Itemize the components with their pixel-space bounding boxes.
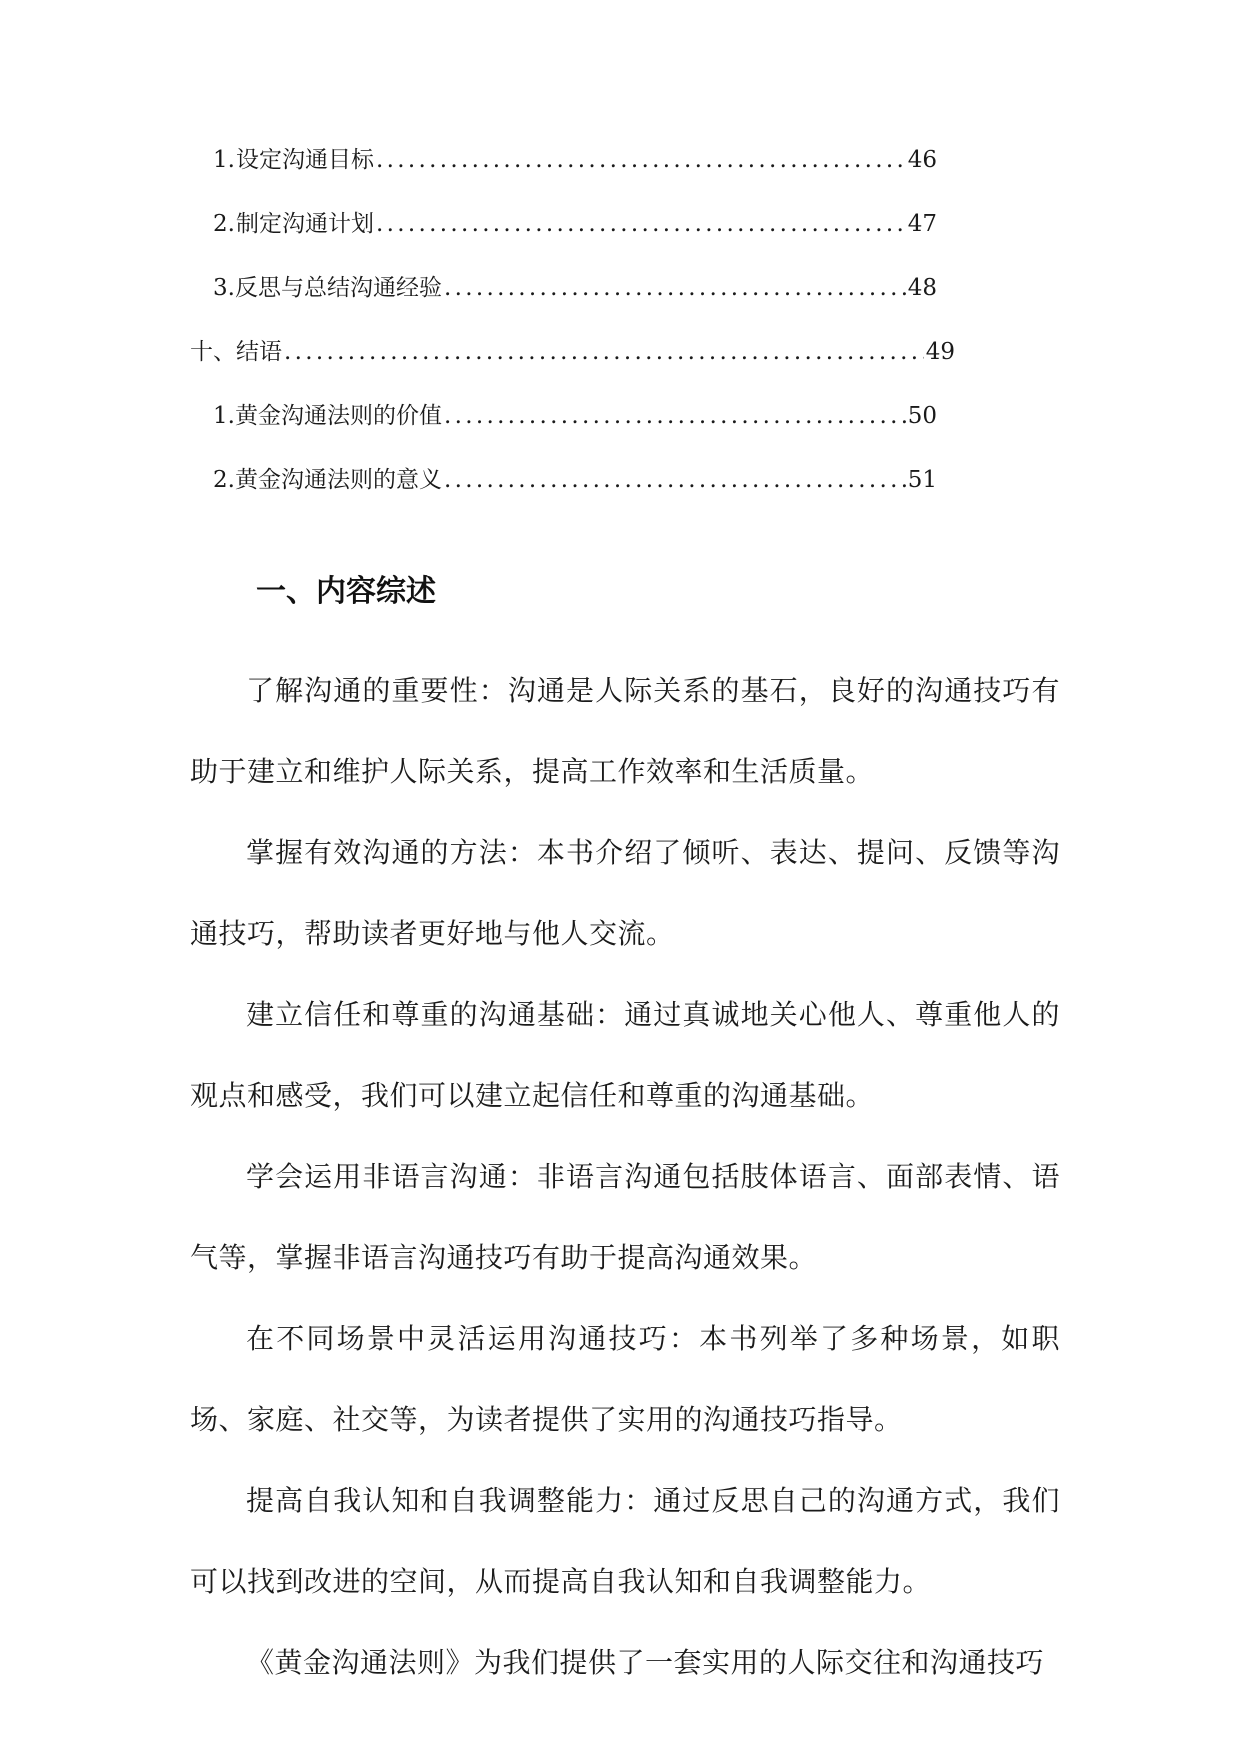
section-heading: 一、内容综述 [256, 574, 436, 609]
toc-entry[interactable] [213, 396, 937, 436]
toc-entry[interactable] [213, 204, 937, 244]
body-paragraph: 学会运用非语言沟通：非语言沟通包括肢体语言、面部表情、语气等，掌握非语言沟通技巧有助于提高沟通效果。 [190, 1160, 1060, 1274]
body-paragraph: 《黄金沟通法则》为我们提供了一套实用的人际交往和沟通技巧 [246, 1646, 1045, 1679]
toc-entry[interactable] [213, 268, 937, 308]
toc-entry-title: 设定沟通目标 [235, 147, 374, 173]
toc-entry-number: 3. [213, 275, 235, 301]
toc-entry-number: 2. [213, 211, 235, 237]
toc-entry-page: 49 [925, 339, 955, 365]
toc-entry-page: 47 [907, 211, 937, 237]
toc-entry-number: 1. [213, 147, 235, 173]
body-content [190, 650, 1060, 1703]
body-paragraph: 在不同场景中灵活运用沟通技巧：本书列举了多种场景，如职场、家庭、社交等，为读者提供了实用的沟通技巧指导。 [190, 1322, 1060, 1436]
toc-entry-chapter[interactable] [190, 332, 955, 372]
toc-dot-leader [284, 332, 924, 372]
toc-entry-title: 黄金沟通法则的意义 [234, 467, 442, 493]
toc-dot-leader [444, 268, 906, 308]
body-paragraph: 掌握有效沟通的方法：本书介绍了倾听、表达、提问、反馈等沟通技巧，帮助读者更好地与他人交流。 [190, 836, 1060, 950]
toc-dot-leader [444, 460, 906, 500]
toc-entry-page: 48 [907, 275, 937, 301]
toc-dot-leader [444, 396, 906, 436]
toc-entry-title: 十、结语 [190, 339, 282, 365]
toc-dot-leader [376, 204, 906, 244]
toc-entry-page: 51 [907, 467, 937, 493]
toc-entry-number: 2. [213, 467, 235, 493]
body-paragraph: 建立信任和尊重的沟通基础：通过真诚地关心他人、尊重他人的观点和感受，我们可以建立起信任和尊重的沟通基础。 [190, 998, 1060, 1112]
body-paragraph: 了解沟通的重要性：沟通是人际关系的基石，良好的沟通技巧有助于建立和维护人际关系，提高工作效率和生活质量。 [190, 674, 1060, 788]
toc-entry-title: 反思与总结沟通经验 [234, 275, 442, 301]
toc-entry-number: 1. [213, 403, 235, 429]
toc-entry[interactable] [213, 460, 937, 500]
toc-entry-page: 46 [907, 147, 937, 173]
toc-entry-page: 50 [907, 403, 937, 429]
toc-entry-title: 黄金沟通法则的价值 [234, 403, 442, 429]
toc-dot-leader [376, 140, 906, 180]
toc-entry[interactable] [213, 140, 937, 180]
toc-entry-title: 制定沟通计划 [235, 211, 374, 237]
body-paragraph: 提高自我认知和自我调整能力：通过反思自己的沟通方式，我们可以找到改进的空间，从而提高自我认知和自我调整能力。 [190, 1484, 1060, 1598]
